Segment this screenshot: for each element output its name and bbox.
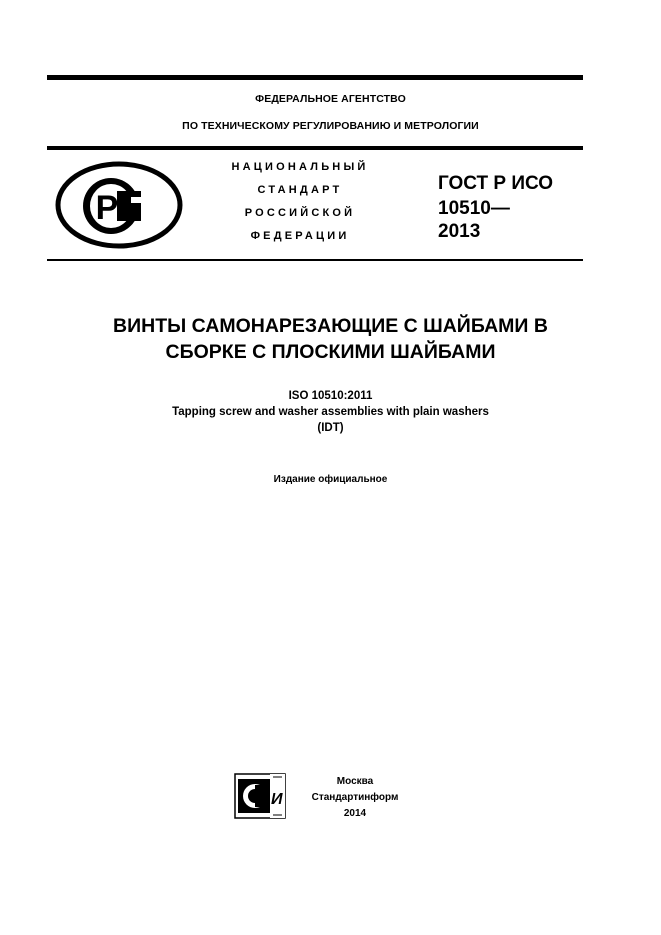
top-rule (47, 75, 583, 80)
header-bottom-rule (47, 259, 583, 261)
standartinform-logo-icon (233, 771, 289, 821)
publisher-city: Москва (336, 776, 374, 787)
standard-type-line-4: ФЕДЕРАЦИИ (250, 230, 350, 242)
gost-designation-line-2: 10510— (438, 198, 510, 219)
standard-type-line-2: СТАНДАРТ (257, 184, 343, 196)
document-title-line-1: ВИНТЫ САМОНАРЕЗАЮЩИЕ С ШАЙБАМИ В (113, 315, 548, 337)
header-divider-rule (47, 146, 583, 150)
gost-designation-line-1: ГОСТ Р ИСО (438, 173, 554, 194)
document-title-line-2: СБОРКЕ С ПЛОСКИМИ ШАЙБАМИ (165, 341, 496, 363)
standard-type-line-3: РОССИЙСКОЙ (244, 207, 356, 219)
agency-line-1: ФЕДЕРАЛЬНОЕ АГЕНТСТВО (255, 93, 406, 105)
agency-line-2: ПО ТЕХНИЧЕСКОМУ РЕГУЛИРОВАНИЮ И МЕТРОЛОГИИ (182, 120, 479, 132)
publisher-name: Стандартинформ (311, 792, 399, 803)
gost-designation-line-3: 2013 (438, 221, 481, 242)
svg-text:И: И (271, 791, 283, 808)
iso-english-title: Tapping screw and washer assemblies with plain washers (172, 406, 489, 418)
publisher-year: 2014 (343, 808, 367, 819)
standard-type-line-1: НАЦИОНАЛЬНЫЙ (231, 161, 369, 173)
svg-text:Р: Р (95, 189, 119, 227)
iso-code: ISO 10510:2011 (288, 390, 373, 402)
iso-degree: (IDT) (317, 422, 344, 434)
rst-logo-icon (55, 161, 183, 249)
edition-label: Издание официальное (273, 474, 388, 485)
